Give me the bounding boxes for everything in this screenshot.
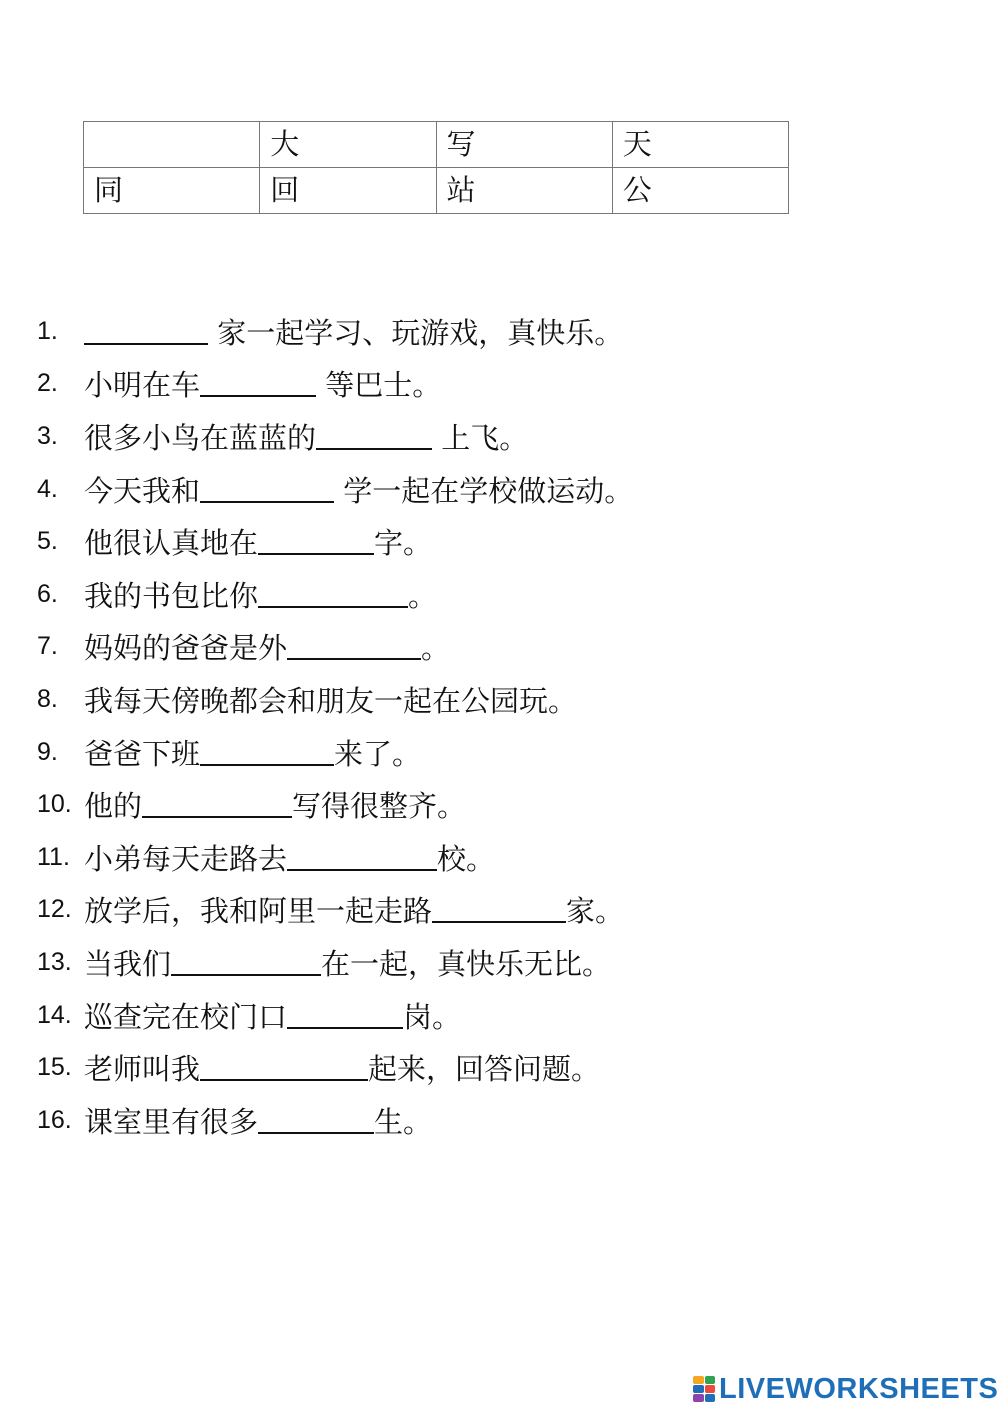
sentence-before-blank: 我每天傍晚都会和朋友一起在公园玩。 [84,683,578,718]
question-number: 9. [37,737,58,766]
sentence-after-blank: 家一起学习、玩游戏，真快乐。 [208,315,624,350]
question-number: 8. [37,684,58,713]
answer-blank[interactable] [287,843,437,871]
question-sentence [84,995,461,1036]
word-bank-row [84,168,789,214]
question-item [0,410,1000,463]
answer-blank[interactable] [142,790,292,818]
sentence-before-blank: 小明在车 [84,368,201,403]
word-bank-table [83,121,789,214]
question-item [0,1041,1000,1094]
question-number: 13. [37,947,72,976]
word-bank-cell: 天 [612,122,788,168]
sentence-after-blank: 起来，回答问题。 [368,1052,601,1087]
question-sentence [84,732,421,773]
sentence-after-blank: 来了。 [334,736,422,771]
question-number: 1. [37,316,58,345]
question-item [0,568,1000,621]
answer-blank[interactable] [200,369,316,397]
sentence-after-blank: 校。 [437,841,496,876]
question-item [0,305,1000,358]
word-bank-cell [84,122,260,168]
question-number: 14. [37,1000,72,1029]
sentence-before-blank: 他的 [84,789,143,824]
sentence-before-blank: 课室里有很多 [84,1104,259,1139]
question-sentence [84,521,432,562]
sentence-after-blank: 学一起在学校做运动。 [334,473,634,508]
sentence-before-blank: 我的书包比你 [84,578,259,613]
sentence-before-blank: 妈妈的爸爸是外 [84,631,288,666]
question-number: 11. [37,842,70,871]
sentence-before-blank: 当我们 [84,946,172,981]
question-item [0,989,1000,1042]
question-item [0,831,1000,884]
question-sentence [84,1100,432,1141]
question-sentence [84,889,624,930]
question-item [0,778,1000,831]
question-number: 16. [37,1105,72,1134]
question-number: 7. [37,632,58,661]
question-number: 2. [37,369,58,398]
sentence-after-blank: 字。 [374,526,433,561]
sentence-after-blank: 。 [408,578,438,613]
word-bank-row [84,122,789,168]
word-bank-cell: 站 [436,168,612,214]
word-bank-cell: 公 [612,168,788,214]
question-sentence [84,626,450,667]
question-sentence [84,784,466,825]
question-number: 10. [37,790,72,819]
question-sentence [84,416,528,457]
word-bank-cell: 回 [260,168,436,214]
question-sentence [84,942,611,983]
question-sentence [84,1047,600,1088]
sentence-after-blank: 。 [421,631,451,666]
question-sentence [84,469,633,510]
question-item [0,515,1000,568]
question-number: 4. [37,474,58,503]
question-list [0,305,1000,1147]
question-number: 12. [37,895,72,924]
answer-blank[interactable] [432,895,566,923]
answer-blank[interactable] [200,1053,368,1081]
question-sentence [84,574,437,615]
answer-blank[interactable] [200,475,334,503]
brand-text: LIVEWORKSHEETS [719,1372,999,1405]
sentence-before-blank: 今天我和 [84,473,201,508]
question-sentence [84,311,623,352]
sentence-before-blank: 爸爸下班 [84,736,201,771]
answer-blank[interactable] [171,948,321,976]
question-number: 15. [37,1053,72,1082]
question-item [0,726,1000,779]
question-item [0,936,1000,989]
word-bank-cell: 同 [84,168,260,214]
answer-blank[interactable] [258,527,374,555]
question-item [0,884,1000,937]
sentence-before-blank: 放学后，我和阿里一起走路 [84,894,433,929]
sentence-before-blank: 很多小鸟在蓝蓝的 [84,420,317,455]
question-item [0,358,1000,411]
sentence-after-blank: 写得很整齐。 [292,789,467,824]
question-item [0,673,1000,726]
answer-blank[interactable] [258,580,408,608]
question-item [0,463,1000,516]
question-number: 3. [37,421,58,450]
question-item [0,621,1000,674]
word-bank-cell: 写 [436,122,612,168]
answer-blank[interactable] [84,317,208,345]
sentence-before-blank: 他很认真地在 [84,526,259,561]
sentence-after-blank: 在一起，真快乐无比。 [321,946,612,981]
question-sentence [84,837,495,878]
sentence-before-blank: 老师叫我 [84,1052,201,1087]
sentence-after-blank: 生。 [374,1104,433,1139]
sentence-after-blank: 岗。 [403,999,462,1034]
sentence-after-blank: 上飞。 [432,420,529,455]
answer-blank[interactable] [316,422,432,450]
answer-blank[interactable] [200,738,334,766]
sentence-after-blank: 等巴士。 [316,368,442,403]
question-sentence [84,679,577,720]
sentence-before-blank: 小弟每天走路去 [84,841,288,876]
brand-watermark [693,1372,999,1405]
sentence-before-blank: 巡查完在校门口 [84,999,288,1034]
answer-blank[interactable] [287,632,421,660]
question-item [0,1094,1000,1147]
answer-blank[interactable] [258,1106,374,1134]
answer-blank[interactable] [287,1001,403,1029]
word-bank-cell: 大 [260,122,436,168]
question-number: 6. [37,579,58,608]
question-number: 5. [37,527,58,556]
question-sentence [84,363,441,404]
liveworksheets-logo-icon [693,1376,715,1402]
sentence-after-blank: 家。 [566,894,625,929]
